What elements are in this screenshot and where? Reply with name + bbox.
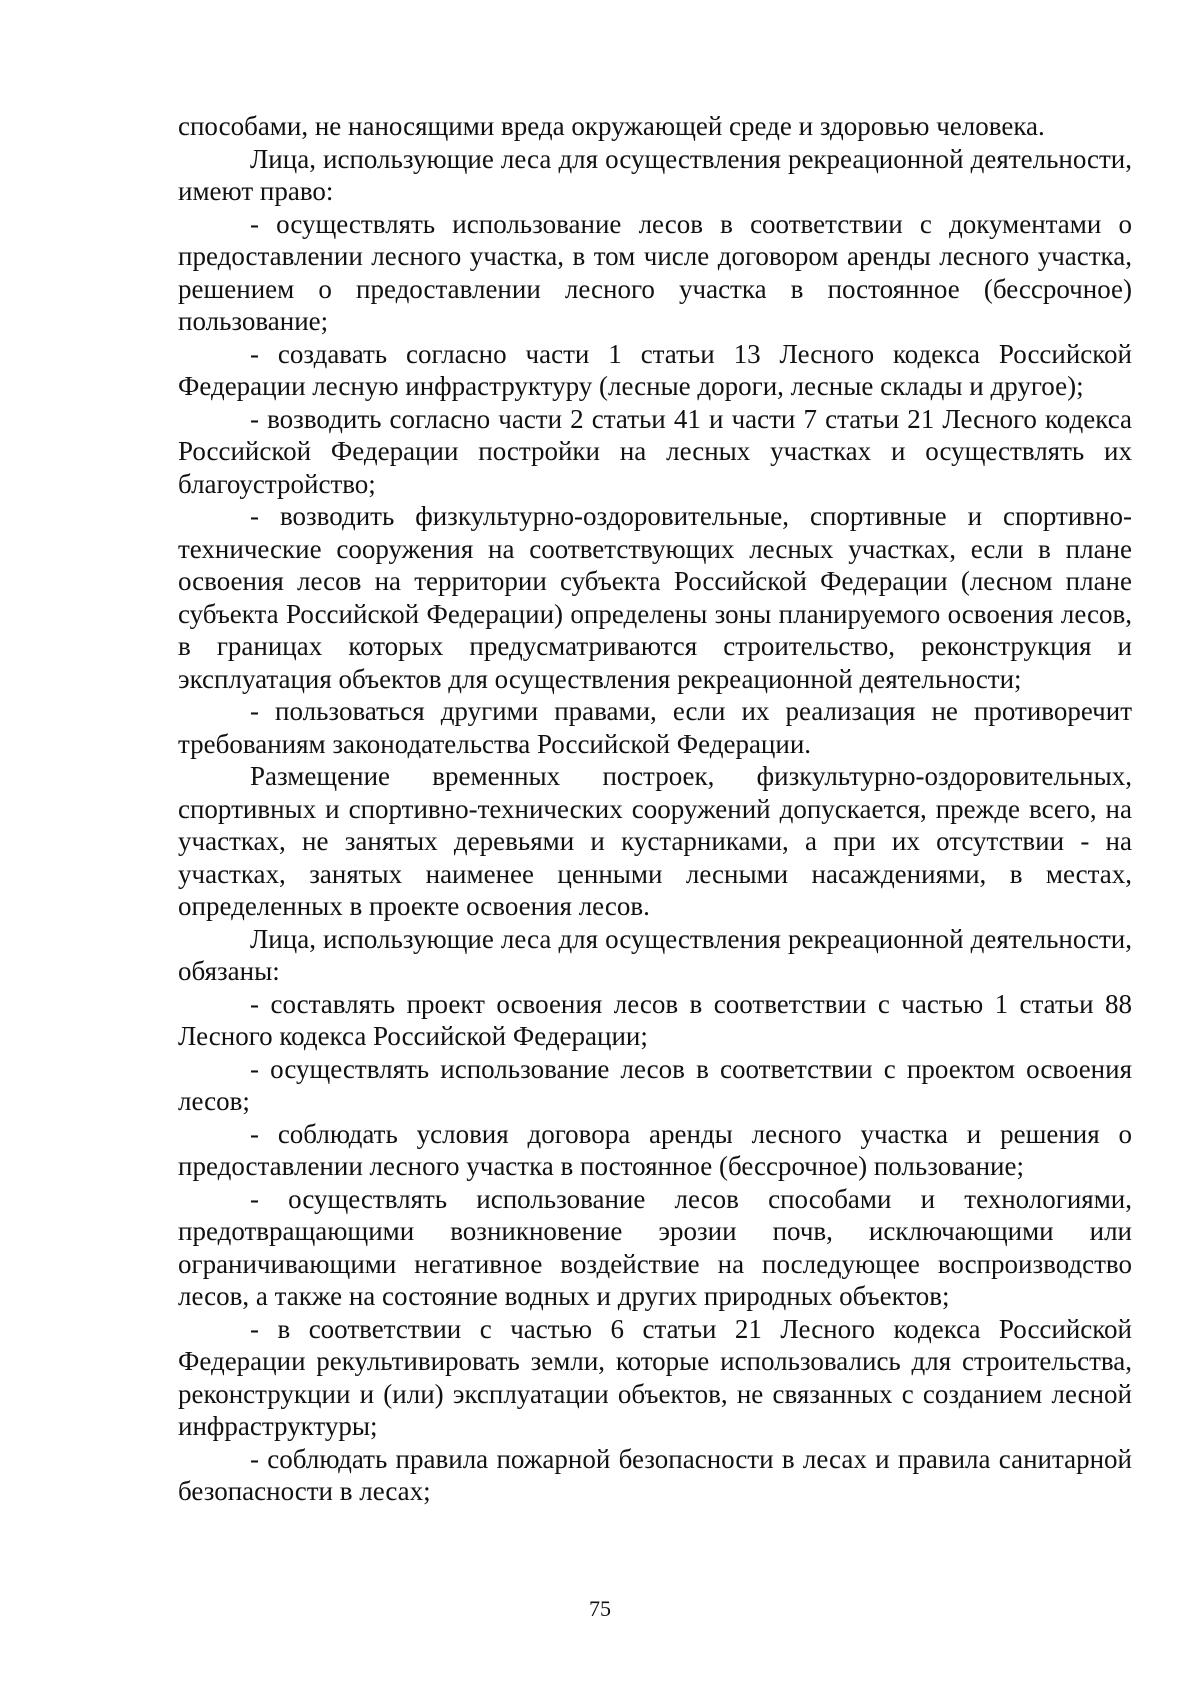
list-item-obligation-safety-rules: - соблюдать правила пожарной безопасности в лесах и правила санитарной безопасности в лесах;	[178, 1443, 1132, 1506]
list-item-obligation-lease-terms: - соблюдать условия договора аренды лесного участка и решения о предоставлении лесного участка в постоянное (бессрочное) пользование;	[178, 1118, 1132, 1181]
document-body	[178, 110, 1132, 1508]
list-item-right-buildings: - возводить согласно части 2 статьи 41 и части 7 статьи 21 Лесного кодекса Российской Федерации постройки на лесных участках и осуществлять их благоустройство;	[178, 403, 1132, 499]
list-item-obligation-recultivation: - в соответствии с частью 6 статьи 21 Лесного кодекса Российской Федерации рекультивировать земли, которые использовались для строительства, реконструкции и (или) эксплуатации объектов, не связанных с созданием лесной инфраструктуры;	[178, 1313, 1132, 1441]
list-item-right-other: - пользоваться другими правами, если их реализация не противоречит требованиям законодательства Российской Федерации.	[178, 696, 1132, 759]
paragraph-placement: Размещение временных построек, физкультурно-оздоровительных, спортивных и спортивно-технических сооружений допускается, прежде всего, на участках, не занятых деревьями и кустарниками, а при их отсутствии - на участках, занятых наименее ценными лесными насаждениями, в местах, определенных в проекте освоения лесов.	[178, 761, 1132, 921]
list-item-right-infrastructure: - создавать согласно части 1 статьи 13 Лесного кодекса Российской Федерации лесную инфраструктуру (лесные дороги, лесные склады и другое);	[178, 338, 1132, 401]
page-number: 75	[589, 1596, 611, 1621]
paragraph-continuation: способами, не наносящими вреда окружающей среде и здоровью человека.	[178, 111, 1045, 141]
list-item-right-use-forests: - осуществлять использование лесов в соответствии с документами о предоставлении лесного участка, в том числе договором аренды лесного участка, решением о предоставлении лесного участка в постоянное (бессрочное) пользование;	[178, 208, 1132, 336]
paragraph-obligations-intro: Лица, использующие леса для осуществления рекреационной деятельности, обязаны:	[178, 923, 1132, 986]
list-item-obligation-use-per-project: - осуществлять использование лесов в соответствии с проектом освоения лесов;	[178, 1053, 1132, 1116]
list-item-obligation-project: - составлять проект освоения лесов в соответствии с частью 1 статьи 88 Лесного кодекса Российской Федерации;	[178, 988, 1132, 1051]
paragraph-rights-intro: Лица, использующие леса для осуществления рекреационной деятельности, имеют право:	[178, 143, 1132, 206]
list-item-obligation-erosion: - осуществлять использование лесов способами и технологиями, предотвращающими возникновение эрозии почв, исключающими или ограничивающими негативное воздействие на последующее воспроизводство лесов, а также на состояние водных и других природных объектов;	[178, 1183, 1132, 1311]
list-item-right-sports-facilities: - возводить физкультурно-оздоровительные, спортивные и спортивно-технические сооружения на соответствующих лесных участках, если в плане освоения лесов на территории субъекта Российской Федерации (лесном плане субъекта Российской Федерации) определены зоны планируемого освоения лесов, в границах которых предусматриваются строительство, реконструкция и эксплуатация объектов для осуществления рекреационной деятельности;	[178, 501, 1132, 694]
